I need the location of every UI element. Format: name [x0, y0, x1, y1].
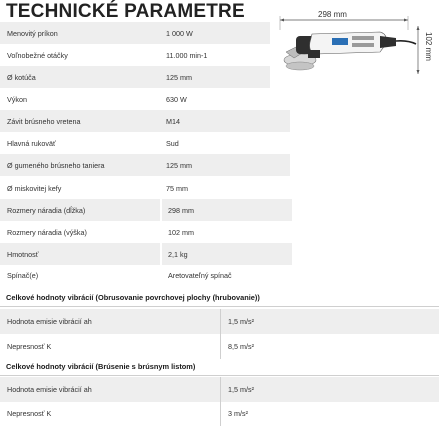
spec-value-cell — [162, 264, 292, 286]
vibration-label: Nepresnosť K — [7, 409, 52, 418]
spec-value: 1 000 W — [166, 28, 193, 38]
spec-value: 630 W — [166, 94, 187, 104]
spec-value: 125 mm — [166, 160, 192, 170]
column-divider — [220, 309, 221, 334]
height-dimension — [417, 26, 434, 74]
page-title: TECHNICKÉ PARAMETRE — [6, 1, 245, 22]
spec-value-cell — [160, 154, 290, 176]
spec-value-cell — [160, 44, 270, 66]
column-divider — [220, 377, 221, 402]
vibration-value: 3 m/s² — [228, 409, 248, 418]
spec-row — [0, 154, 160, 176]
spec-label: Hmotnosť — [7, 249, 39, 259]
spec-label: Ø kotúča — [7, 72, 36, 82]
spec-value: 2,1 kg — [168, 249, 188, 259]
spec-row — [0, 22, 160, 44]
spec-value-cell — [160, 22, 270, 44]
spec-row — [0, 132, 160, 154]
spec-label: Závit brúsneho vretena — [7, 116, 81, 126]
spec-value: M14 — [166, 116, 180, 126]
spec-row — [0, 66, 160, 88]
spec-label: Ø gumeného brúsneho taniera — [7, 160, 105, 170]
spec-value: Aretovateľný spínač — [168, 270, 232, 280]
vibration-label: Nepresnosť K — [7, 342, 52, 351]
spec-value: 125 mm — [166, 72, 192, 82]
spec-value-cell — [160, 177, 290, 199]
spec-row — [0, 199, 160, 221]
vibration-value: 1,5 m/s² — [228, 317, 254, 326]
spec-label: Voľnobežné otáčky — [7, 50, 68, 60]
spec-value: 75 mm — [166, 183, 188, 193]
spec-value-cell — [160, 132, 290, 154]
spec-row — [0, 264, 160, 286]
spec-row — [0, 243, 160, 265]
spec-value-cell — [160, 66, 270, 88]
spec-value-cell — [162, 199, 292, 221]
width-dimension-label: 298 mm — [318, 10, 347, 19]
height-dimension-label: 102 mm — [424, 32, 433, 61]
vibration-row — [0, 401, 439, 426]
column-divider — [220, 334, 221, 359]
vibration-label: Hodnota emisie vibrácií ah — [7, 385, 92, 394]
spec-label: Menovitý príkon — [7, 28, 58, 38]
spec-label: Ø miskovitej kefy — [7, 183, 62, 193]
spec-value: 11.000 min-1 — [166, 50, 208, 60]
spec-value-cell — [162, 243, 292, 265]
vibration-section-heading: Celkové hodnoty vibrácií (Obrusovanie povrchovej plochy (hrubovanie)) — [6, 293, 260, 302]
spec-value-cell — [160, 88, 290, 110]
spec-row — [0, 44, 160, 66]
spec-label: Hlavná rukoväť — [7, 138, 56, 148]
vibration-row — [0, 334, 439, 359]
angle-grinder-image — [284, 32, 416, 70]
spec-label: Spínač(e) — [7, 270, 39, 280]
spec-label: Výkon — [7, 94, 27, 104]
vibration-section-heading: Celkové hodnoty vibrácií (Brúsenie s brúsnym listom) — [6, 362, 196, 371]
vibration-row — [0, 377, 439, 402]
section-divider — [0, 306, 439, 307]
spec-value-cell — [162, 221, 292, 243]
spec-label: Rozmery náradia (dĺžka) — [7, 205, 86, 215]
spec-value: 102 mm — [168, 227, 194, 237]
width-dimension — [280, 10, 408, 30]
vibration-row — [0, 309, 439, 334]
spec-value: Sud — [166, 138, 179, 148]
product-drawing — [268, 8, 439, 80]
spec-value-cell — [160, 110, 290, 132]
section-divider — [0, 375, 439, 376]
column-divider — [220, 401, 221, 426]
spec-row — [0, 221, 160, 243]
spec-row — [0, 110, 160, 132]
spec-label: Rozmery náradia (výška) — [7, 227, 87, 237]
vibration-label: Hodnota emisie vibrácií ah — [7, 317, 92, 326]
vibration-value: 1,5 m/s² — [228, 385, 254, 394]
spec-row — [0, 177, 160, 199]
vibration-value: 8,5 m/s² — [228, 342, 254, 351]
spec-row — [0, 88, 160, 110]
spec-value: 298 mm — [168, 205, 194, 215]
